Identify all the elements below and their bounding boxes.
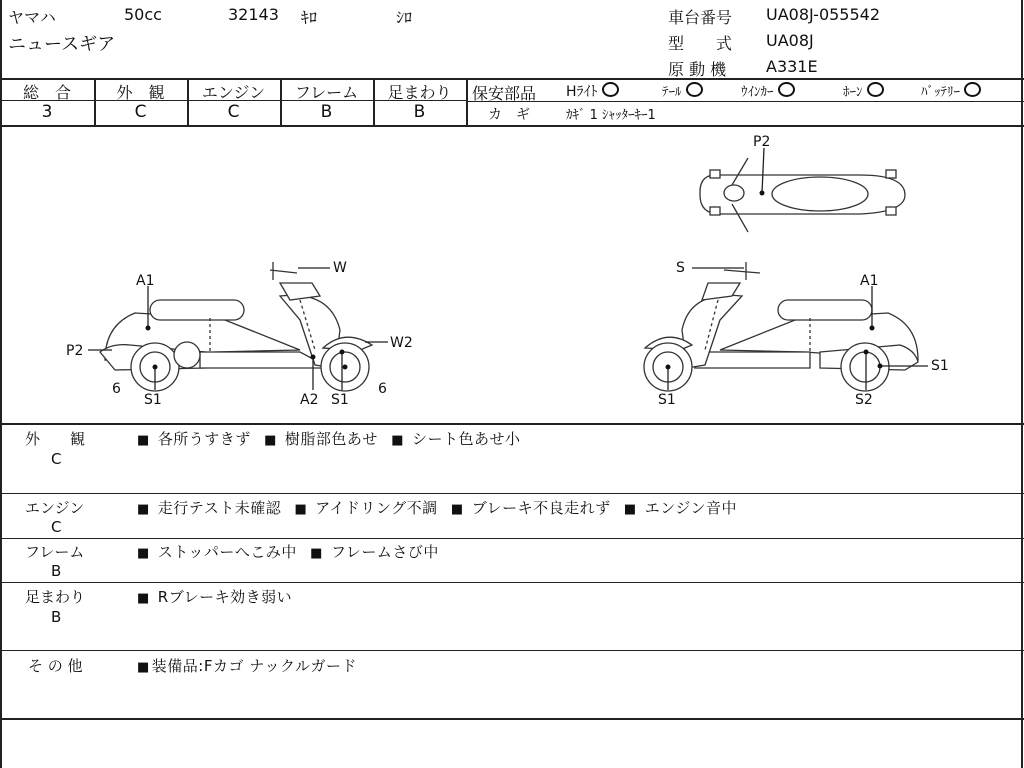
remark-category-other: そ の 他 bbox=[28, 657, 83, 675]
model-name: ニュースギア bbox=[8, 34, 116, 55]
diagram-label: S1 bbox=[331, 392, 349, 408]
safety-item-headlight: Hﾗｲﾄ bbox=[566, 81, 619, 101]
remark-grade-suspension: B bbox=[51, 608, 62, 626]
color: ｼﾛ bbox=[396, 8, 413, 27]
displacement: 50cc bbox=[124, 5, 162, 24]
bullet-icon: ■ bbox=[137, 546, 150, 561]
mileage: 32143 bbox=[228, 5, 279, 24]
remark-grade-frame: B bbox=[51, 562, 62, 580]
remark-grade-engine: C bbox=[51, 518, 62, 536]
safety-item-horn: ﾎｰﾝ bbox=[843, 81, 884, 100]
check-circle-icon bbox=[964, 82, 981, 97]
remark-category-suspension: 足まわり bbox=[25, 588, 86, 606]
safety-item-battery: ﾊﾞｯﾃﾘｰ bbox=[921, 81, 981, 100]
diagram-label: 6 bbox=[112, 381, 121, 397]
check-circle-icon bbox=[602, 82, 619, 97]
check-circle-icon bbox=[867, 82, 884, 97]
engine-label: 原 動 機 bbox=[668, 60, 727, 79]
bullet-icon: ■ bbox=[137, 433, 150, 448]
diagram-label: 6 bbox=[378, 381, 387, 397]
remark-divider bbox=[0, 582, 1024, 583]
col-divider-5 bbox=[466, 78, 468, 125]
type-value: UA08J bbox=[766, 31, 814, 50]
safety-mid-line bbox=[467, 101, 1024, 102]
diagram-label: S1 bbox=[658, 392, 676, 408]
rating-header-engine: エンジン bbox=[201, 83, 266, 102]
frame-no: UA08J-055542 bbox=[766, 5, 881, 24]
safety-label: 保安部品 bbox=[472, 84, 537, 103]
bullet-icon: ■ bbox=[137, 591, 150, 606]
key-value: ｶｷﾞ 1 ｼｬｯﾀｰｷｰ1 bbox=[566, 108, 656, 123]
diagram-divider bbox=[0, 423, 1024, 425]
diagram-label: S1 bbox=[931, 358, 949, 374]
rating-header-exterior: 外 観 bbox=[116, 83, 165, 102]
bullet-icon: ■ bbox=[294, 502, 308, 517]
rating-value-overall: 3 bbox=[41, 102, 53, 122]
rating-value-suspension: B bbox=[413, 102, 426, 122]
type-label: 型 式 bbox=[668, 34, 733, 53]
check-circle-icon bbox=[778, 82, 795, 97]
top-view-drawing bbox=[700, 158, 905, 232]
remark-divider bbox=[0, 538, 1024, 539]
diagram-label: A2 bbox=[300, 392, 319, 408]
rating-value-exterior: C bbox=[134, 102, 147, 122]
diagram-label: P2 bbox=[753, 134, 771, 150]
bullet-icon: ■ bbox=[264, 433, 277, 448]
rating-value-frame: B bbox=[320, 102, 333, 122]
diagram-label: S bbox=[676, 260, 685, 276]
rating-header-frame: フレーム bbox=[294, 83, 359, 102]
key-label: カ ギ bbox=[488, 107, 530, 123]
bullet-icon: ■ bbox=[137, 660, 150, 675]
rating-value-engine: C bbox=[227, 102, 240, 122]
diagram-label: W bbox=[333, 260, 347, 276]
mileage-unit: ｷﾛ bbox=[301, 8, 318, 27]
diagram-label: S1 bbox=[144, 392, 162, 408]
diagram-label: A1 bbox=[860, 273, 879, 289]
remark-category-frame: フレーム bbox=[25, 543, 85, 561]
bullet-icon: ■ bbox=[391, 433, 404, 448]
maker: ヤマハ bbox=[8, 8, 56, 27]
remark-notes-suspension: ■ Rブレーキ効き弱い bbox=[137, 588, 293, 606]
diagram-label: P2 bbox=[66, 343, 84, 359]
rating-header-overall: 総 合 bbox=[22, 83, 71, 102]
remark-notes-other: ■ 装備品:Fカゴ ナックルガード bbox=[137, 657, 357, 675]
remark-grade-exterior: C bbox=[51, 450, 62, 468]
engine-value: A331E bbox=[766, 57, 818, 76]
bullet-icon: ■ bbox=[137, 502, 150, 517]
rating-header-suspension: 足まわり bbox=[387, 83, 452, 102]
damage-diagram bbox=[0, 127, 1022, 423]
diagram-label: A1 bbox=[136, 273, 155, 289]
safety-item-winker: ｳｲﾝｶｰ bbox=[741, 81, 795, 100]
remark-divider bbox=[0, 650, 1024, 651]
remark-category-engine: エンジン bbox=[25, 499, 85, 517]
frame-no-label: 車台番号 bbox=[668, 8, 733, 27]
remark-notes-engine: ■ 走行テスト未確認 ■ アイドリング不調 ■ ブレーキ不良走れず ■ エンジン音中 bbox=[137, 499, 737, 517]
remarks-bottom-line bbox=[0, 718, 1024, 720]
diagram-label: S2 bbox=[855, 392, 873, 408]
diagram-label: W2 bbox=[390, 335, 413, 351]
remark-notes-exterior: ■ 各所うすきず ■ 樹脂部色あせ ■ シート色あせ小 bbox=[137, 430, 521, 448]
remark-divider bbox=[0, 493, 1024, 494]
safety-item-tail: ﾃｰﾙ bbox=[662, 81, 703, 100]
check-circle-icon bbox=[686, 82, 703, 97]
remark-notes-frame: ■ ストッパーへこみ中 ■ フレームさび中 bbox=[137, 543, 439, 561]
bullet-icon: ■ bbox=[450, 502, 464, 517]
remark-category-exterior: 外 観 bbox=[25, 430, 86, 448]
bullet-icon: ■ bbox=[623, 502, 637, 517]
bullet-icon: ■ bbox=[310, 546, 323, 561]
